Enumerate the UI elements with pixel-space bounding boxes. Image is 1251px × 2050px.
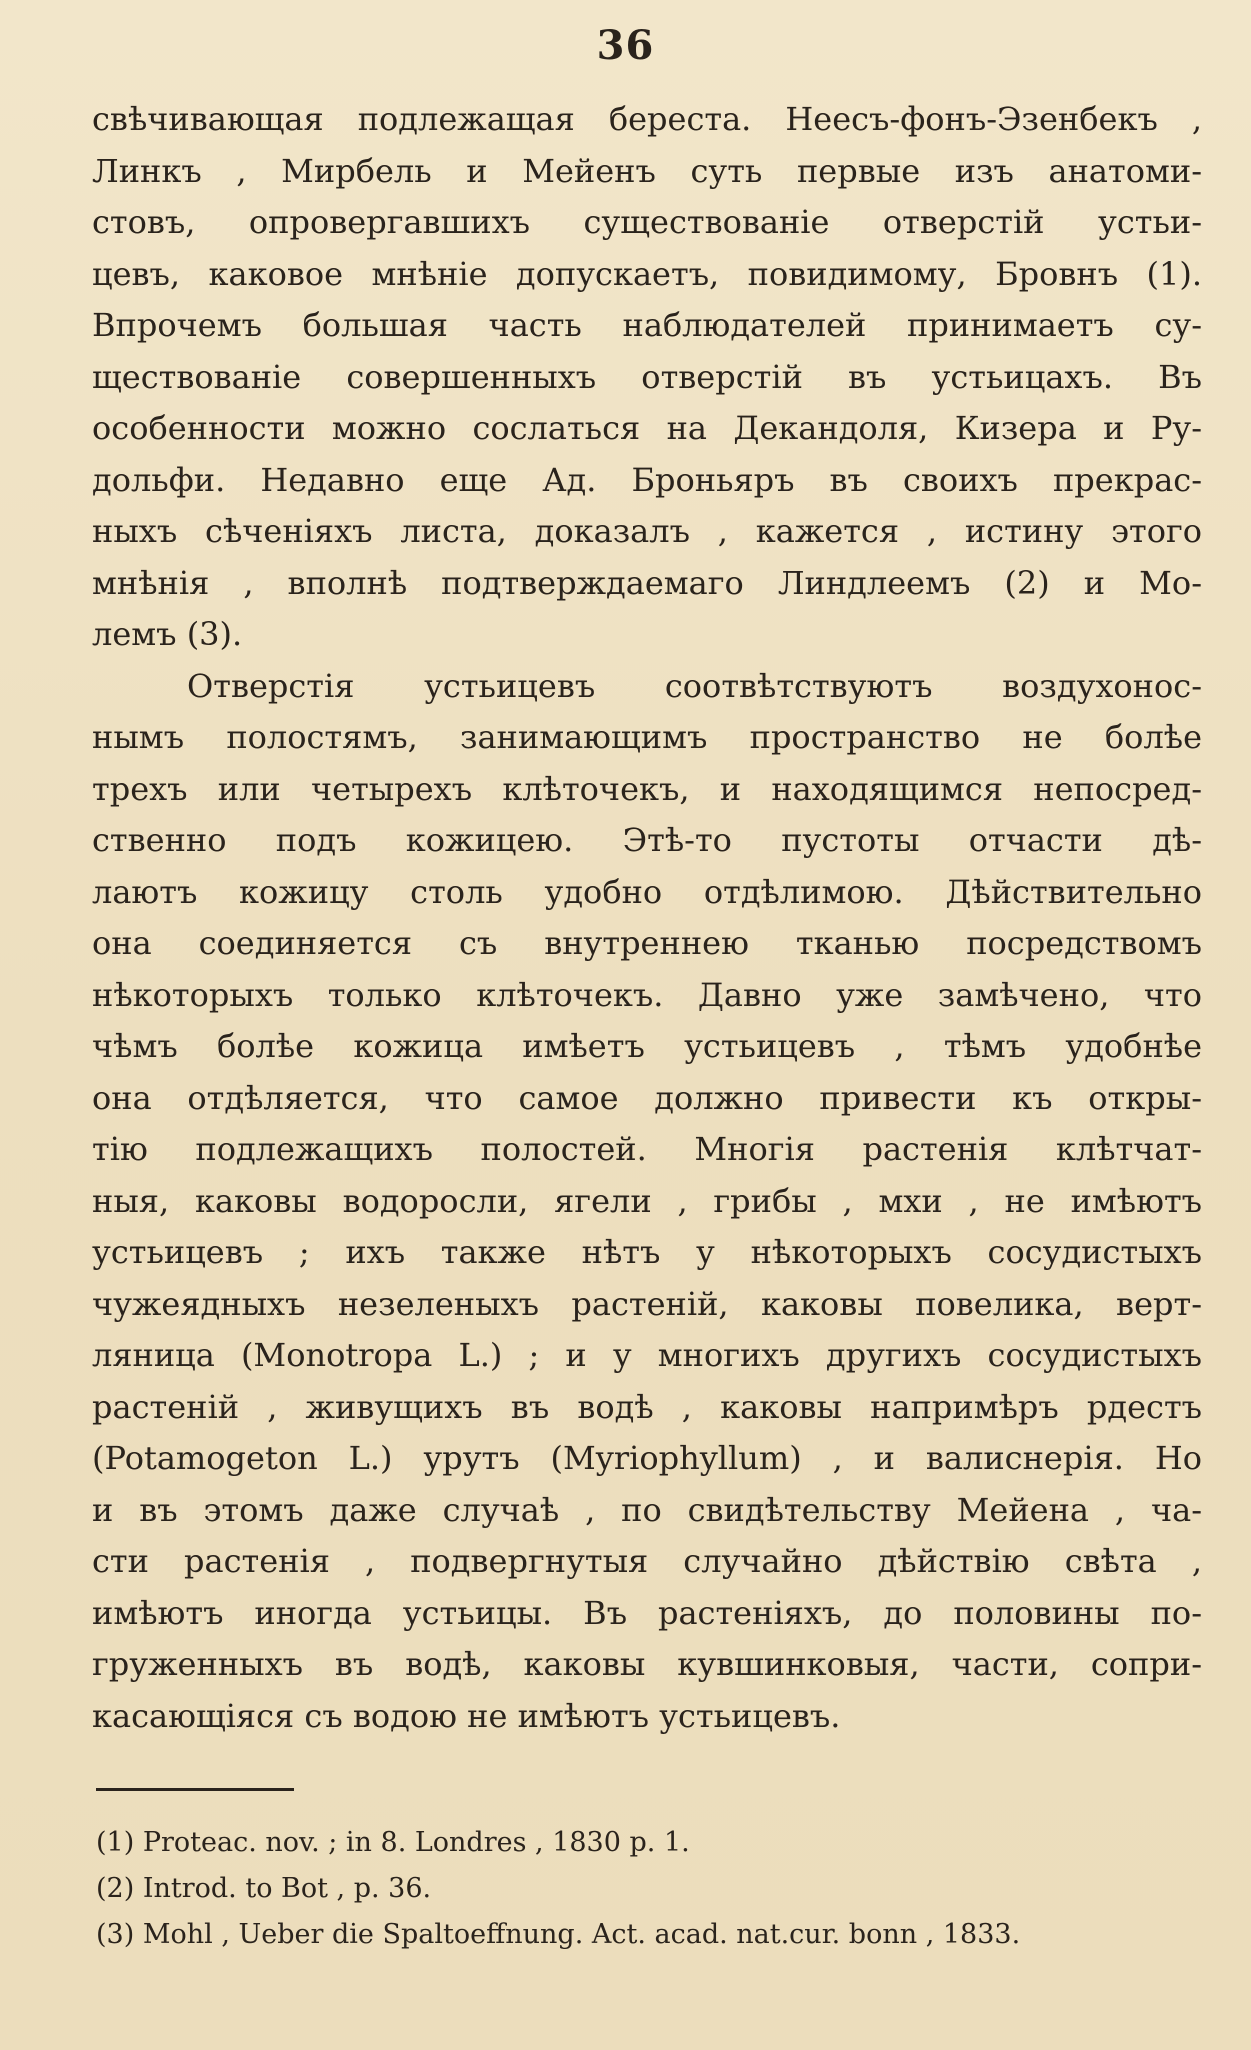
footnote-2: (2) Introd. to Bot , p. 36. bbox=[96, 1873, 432, 1904]
text-line: ныхъ сѣченіяхъ листа, доказалъ , кажется , истину этого bbox=[92, 512, 1202, 550]
text-line: ныя, каковы водоросли, ягели , грибы , мхи , не имѣютъ bbox=[92, 1181, 1202, 1220]
text-line: свѣчивающая подлежащая береста. Неесъ-фонъ-Эзенбекъ , bbox=[92, 100, 1202, 138]
page-number: 36 bbox=[596, 22, 655, 69]
text-line: она соединяется съ внутреннею тканью посредствомъ bbox=[92, 924, 1202, 962]
paragraph-1 bbox=[92, 94, 1202, 661]
text-line: трехъ или четырехъ клѣточекъ, и находящимся непосред- bbox=[92, 769, 1202, 808]
text-line: устьицевъ ; ихъ также нѣтъ у нѣкоторыхъ сосудистыхъ bbox=[92, 1233, 1202, 1271]
text-line: цевъ, каковое мнѣніе допускаетъ, повидимому, Бровнъ (1). bbox=[92, 254, 1202, 293]
text-line: дольфи. Недавно еще Ад. Броньяръ въ своихъ прекрас- bbox=[92, 460, 1202, 499]
text-line: груженныхъ въ водѣ, каковы кувшинковыя, части, сопри- bbox=[92, 1645, 1202, 1683]
text-line: ляница (Monotropa L.) ; и у многихъ другихъ сосудистыхъ bbox=[92, 1336, 1202, 1374]
text-line: (Potamogeton L.) урутъ (Myriophyllum) , и валиснерія. Но bbox=[92, 1439, 1202, 1477]
text-line: нѣкоторыхъ только клѣточекъ. Давно уже замѣчено, что bbox=[92, 975, 1202, 1014]
text-line: нымъ полостямъ, занимающимъ пространство не болѣе bbox=[92, 718, 1202, 756]
text-line: мнѣнія , вполнѣ подтверждаемаго Линдлеемъ (2) и Мо- bbox=[92, 563, 1202, 602]
footnotes bbox=[96, 1820, 1206, 1958]
text-line: особенности можно сослаться на Декандоля, Кизера и Ру- bbox=[92, 409, 1202, 447]
footnote-divider bbox=[96, 1788, 294, 1791]
footnote-1: (1) Proteac. nov. ; in 8. Londres , 1830 p. 1. bbox=[96, 1827, 690, 1858]
text-line: чужеядныхъ незеленыхъ растеній, каковы повелика, верт- bbox=[92, 1284, 1202, 1323]
footnote-3: (3) Mohl , Ueber die Spaltoeffnung. Act. acad. nat.cur. bonn , 1833. bbox=[96, 1919, 1021, 1950]
text-line: чѣмъ болѣе кожица имѣетъ устьицевъ , тѣмъ удобнѣе bbox=[92, 1027, 1202, 1065]
body-text bbox=[92, 94, 1202, 1742]
text-line: Впрочемъ большая часть наблюдателей принимаетъ су- bbox=[92, 306, 1202, 344]
text-line: сти растенія , подвергнутыя случайно дѣйствію свѣта , bbox=[92, 1542, 1202, 1580]
paragraph-2 bbox=[92, 661, 1202, 1743]
text-line: и въ этомъ даже случаѣ , по свидѣтельству Мейена , ча- bbox=[92, 1490, 1202, 1529]
text-line: лаютъ кожицу столь удобно отдѣлимою. Дѣйствительно bbox=[92, 872, 1202, 911]
text-line: имѣютъ иногда устьицы. Въ растеніяхъ, до половины по- bbox=[92, 1593, 1202, 1632]
text-line: она отдѣляется, что самое должно привести къ откры- bbox=[92, 1078, 1202, 1117]
text-line: растеній , живущихъ въ водѣ , каковы напримѣръ рдестъ bbox=[92, 1387, 1202, 1426]
text-line: Отверстія устьицевъ соотвѣтствуютъ воздухонос- bbox=[187, 666, 1202, 705]
text-line: тію подлежащихъ полостей. Многія растенія клѣтчат- bbox=[92, 1130, 1202, 1168]
text-line: лемъ (3). bbox=[92, 615, 243, 653]
text-line: ственно подъ кожицею. Этѣ-то пустоты отчасти дѣ- bbox=[92, 821, 1202, 859]
text-line: ществованіе совершенныхъ отверстій въ устьицахъ. Въ bbox=[92, 357, 1202, 396]
text-line: касающіяся съ водою не имѣютъ устьицевъ. bbox=[92, 1696, 841, 1735]
text-line: Линкъ , Мирбель и Мейенъ суть первые изъ анатоми- bbox=[92, 151, 1202, 190]
text-line: стовъ, опровергавшихъ существованіе отверстій устьи- bbox=[92, 203, 1202, 241]
